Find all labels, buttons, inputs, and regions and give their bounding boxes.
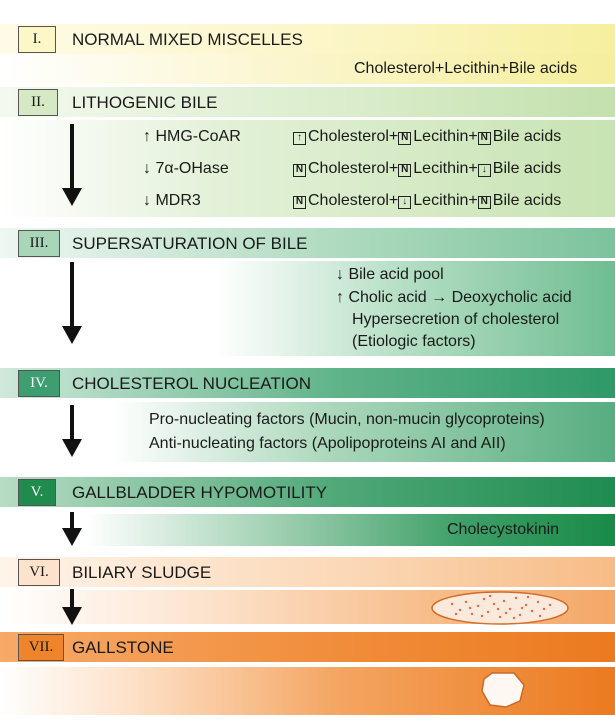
hypersecretion-line: Hypersecretion of cholesterol — [352, 311, 560, 328]
stage6-title: BILIARY SLUDGE — [72, 563, 212, 582]
composition-1: ↑ Cholesterol+ N Lecithin+ N Bile acids — [293, 128, 561, 146]
cholesterol-normal-icon: N — [293, 196, 306, 209]
cholesterol-increased-icon: ↑ — [293, 132, 306, 145]
cholic-acid-line: ↑ Cholic acid → Deoxycholic acid — [336, 289, 572, 306]
factor-7a-ohase: ↓ 7α-OHase — [143, 160, 229, 177]
down-arrow-1 — [62, 124, 82, 206]
stage2-title: LITHOGENIC BILE — [72, 93, 218, 112]
down-arrow-5 — [62, 589, 82, 625]
stage1-title: NORMAL MIXED MISCELLES — [72, 30, 303, 49]
anti-nucleating-line: Anti-nucleating factors (Apolipoproteins AI and AII) — [149, 435, 506, 452]
bile-acids-normal-icon: N — [478, 196, 491, 209]
lecithin-normal-icon: N — [398, 132, 411, 145]
stage3-title: SUPERSATURATION OF BILE — [72, 234, 308, 253]
stage5-number: V. — [18, 479, 56, 506]
stage3-detail-band — [0, 261, 615, 356]
stage4-title: CHOLESTEROL NUCLEATION — [72, 374, 311, 393]
stage7-number: VII. — [18, 634, 64, 661]
stage3-number: III. — [18, 230, 60, 257]
cholecystokinin-label: Cholecystokinin — [447, 521, 560, 538]
composition-2: N Cholesterol+ N Lecithin+ ↓ Bile acids — [293, 160, 561, 178]
sludge-ellipse — [432, 592, 568, 624]
bile-acids-normal-icon: N — [478, 132, 491, 145]
gallstone-illustration — [480, 671, 526, 709]
factor-hmg-coar: ↑ HMG-CoAR — [143, 128, 241, 145]
composition-3: N Cholesterol+ ↓ Lecithin+ N Bile acids — [293, 192, 561, 210]
down-arrow-4 — [62, 512, 82, 546]
down-arrow-3 — [62, 405, 82, 457]
pro-nucleating-line: Pro-nucleating factors (Mucin, non-mucin glycoproteins) — [149, 411, 545, 428]
stage5-title: GALLBLADDER HYPOMOTILITY — [72, 483, 328, 502]
bile-acids-decreased-icon: ↓ — [478, 164, 491, 177]
stage6-number: VI. — [18, 559, 60, 586]
stage7-title: GALLSTONE — [72, 638, 174, 657]
down-arrow-2 — [62, 262, 82, 344]
stage1-detail: Cholesterol+Lecithin+Bile acids — [354, 60, 578, 77]
stage4-number: IV. — [18, 370, 60, 397]
gallstone-shape — [482, 673, 524, 707]
lecithin-decreased-icon: ↓ — [398, 196, 411, 209]
etiologic-factors-line: (Etiologic factors) — [352, 333, 476, 350]
lecithin-normal-icon: N — [398, 164, 411, 177]
bile-acid-pool-line: ↓ Bile acid pool — [336, 266, 444, 283]
stage2-number: II. — [18, 89, 58, 116]
sludge-illustration — [430, 590, 570, 626]
cholesterol-normal-icon: N — [293, 164, 306, 177]
stage1-number: I. — [18, 26, 56, 53]
factor-mdr3: ↓ MDR3 — [143, 192, 201, 209]
